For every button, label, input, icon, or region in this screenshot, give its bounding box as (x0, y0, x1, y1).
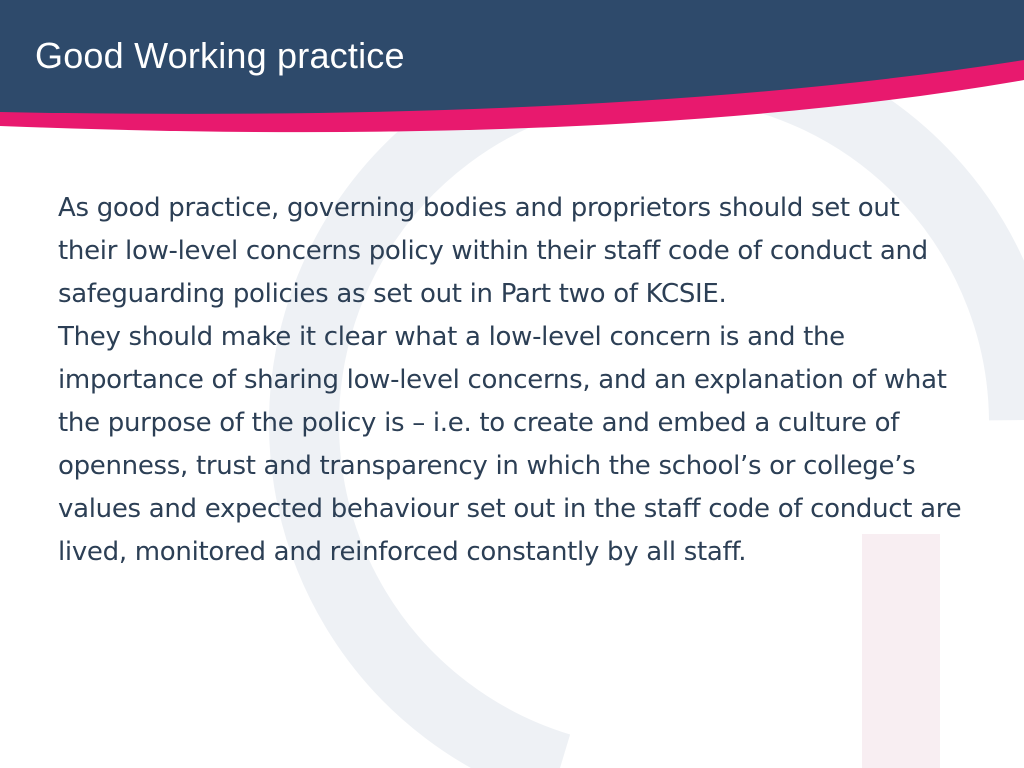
body-paragraph-2: They should make it clear what a low-level concern is and the importance of sharing low-level concerns, and an explanation of what the purpose of the policy is – i.e. to create and embed a culture of openness, trust and transparency in which the school’s or college’s values and expected behaviour set out in the staff code of conduct are lived, monitored and reinforced constantly by all staff. (58, 322, 962, 567)
body-paragraph-1: As good practice, governing bodies and proprietors should set out their low-level concerns policy within their staff code of conduct and safeguarding policies as set out in Part two of KCSIE. (58, 193, 928, 309)
body-text (58, 187, 963, 574)
slide-title: Good Working practice (35, 35, 405, 76)
